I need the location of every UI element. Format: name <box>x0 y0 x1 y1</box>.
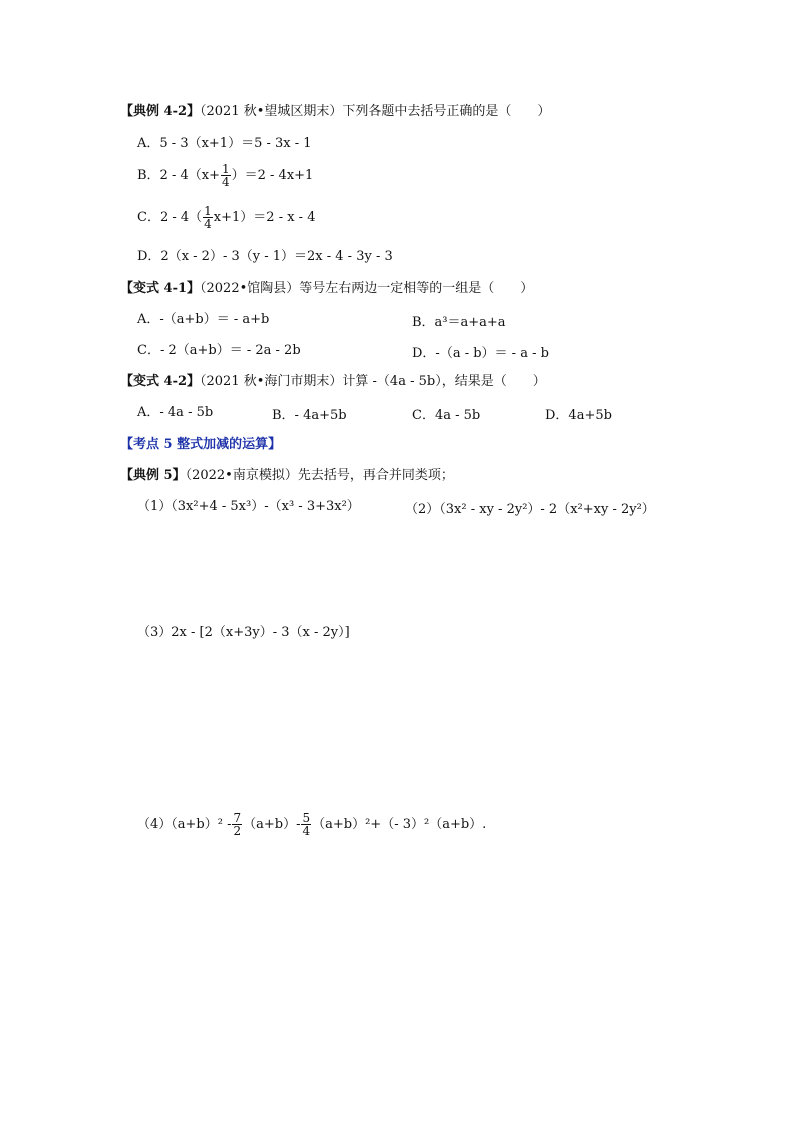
question-4-part1: （4）（a+b）² - <box>137 817 232 832</box>
example-tag: 【典例 5】 <box>120 468 186 483</box>
question-4-part3: （a+b）²+（- 3）²（a+b）. <box>312 817 487 832</box>
example-tag: 【典例 4-2】 <box>120 104 201 119</box>
question-1: （1）（3x²+4 - 5x³）-（x³ - 3+3x²） <box>137 499 360 514</box>
example-4-2-heading <box>120 103 550 121</box>
variant-tag: 【变式 4-2】 <box>120 374 201 389</box>
variant-tag: 【变式 4-1】 <box>120 281 201 296</box>
option-c <box>137 205 315 230</box>
variant-text: （2022•馆陶县）等号左右两边一定相等的一组是（ ） <box>200 281 534 296</box>
option-b-part1: B．2 - 4（x+ <box>137 168 220 183</box>
option-d: D．4a+5b <box>545 408 612 423</box>
option-a: A．5 - 3（x+1）＝5 - 3x - 1 <box>137 136 312 151</box>
numerator: 5 <box>302 811 311 825</box>
fraction <box>301 812 311 837</box>
denominator: 4 <box>204 217 212 231</box>
variant-text: （2021 秋•海门市期末）计算 -（4a - 5b），结果是（ ） <box>200 374 546 389</box>
numerator: 1 <box>204 204 212 218</box>
option-d: D．2（x - 2）- 3（y - 1）＝2x - 4 - 3y - 3 <box>137 249 393 264</box>
option-d: D．-（a - b）＝ - a - b <box>412 346 549 361</box>
fraction <box>232 812 242 837</box>
option-a: A．- 4a - 5b <box>137 405 214 420</box>
option-b: B．- 4a+5b <box>272 408 347 423</box>
option-c: C．4a - 5b <box>412 408 481 423</box>
denominator: 4 <box>302 824 311 838</box>
denominator: 2 <box>233 824 242 838</box>
fraction <box>203 205 213 230</box>
numerator: 1 <box>221 162 230 176</box>
denominator: 4 <box>221 175 230 189</box>
example-text: （2022•南京模拟）先去括号，再合并同类项； <box>185 468 454 483</box>
option-c: C．- 2（a+b）＝ - 2a - 2b <box>137 343 301 358</box>
example-5-heading <box>120 467 454 485</box>
section-title: 【考点 5 整式加减的运算】 <box>120 437 282 452</box>
option-b: B．a³＝a+a+a <box>412 315 506 330</box>
variant-4-2-heading <box>120 373 546 391</box>
numerator: 7 <box>233 811 242 825</box>
option-c-part1: C．2 - 4（ <box>137 210 203 225</box>
question-4-part2: （a+b）- <box>243 817 301 832</box>
option-b-part2: ）＝2 - 4x+1 <box>231 168 314 183</box>
option-a: A．-（a+b）＝ - a+b <box>137 312 270 327</box>
question-4 <box>137 812 486 837</box>
question-3: （3）2x - [2（x+3y）- 3（x - 2y）] <box>137 625 350 640</box>
question-2: （2）（3x² - xy - 2y²）- 2（x²+xy - 2y²） <box>405 502 655 517</box>
example-text: （2021 秋•望城区期末）下列各题中去括号正确的是（ ） <box>200 104 551 119</box>
option-c-part2: x+1）＝2 - x - 4 <box>213 210 316 225</box>
option-b <box>137 163 313 188</box>
fraction <box>221 163 231 188</box>
variant-4-1-heading <box>120 280 533 298</box>
